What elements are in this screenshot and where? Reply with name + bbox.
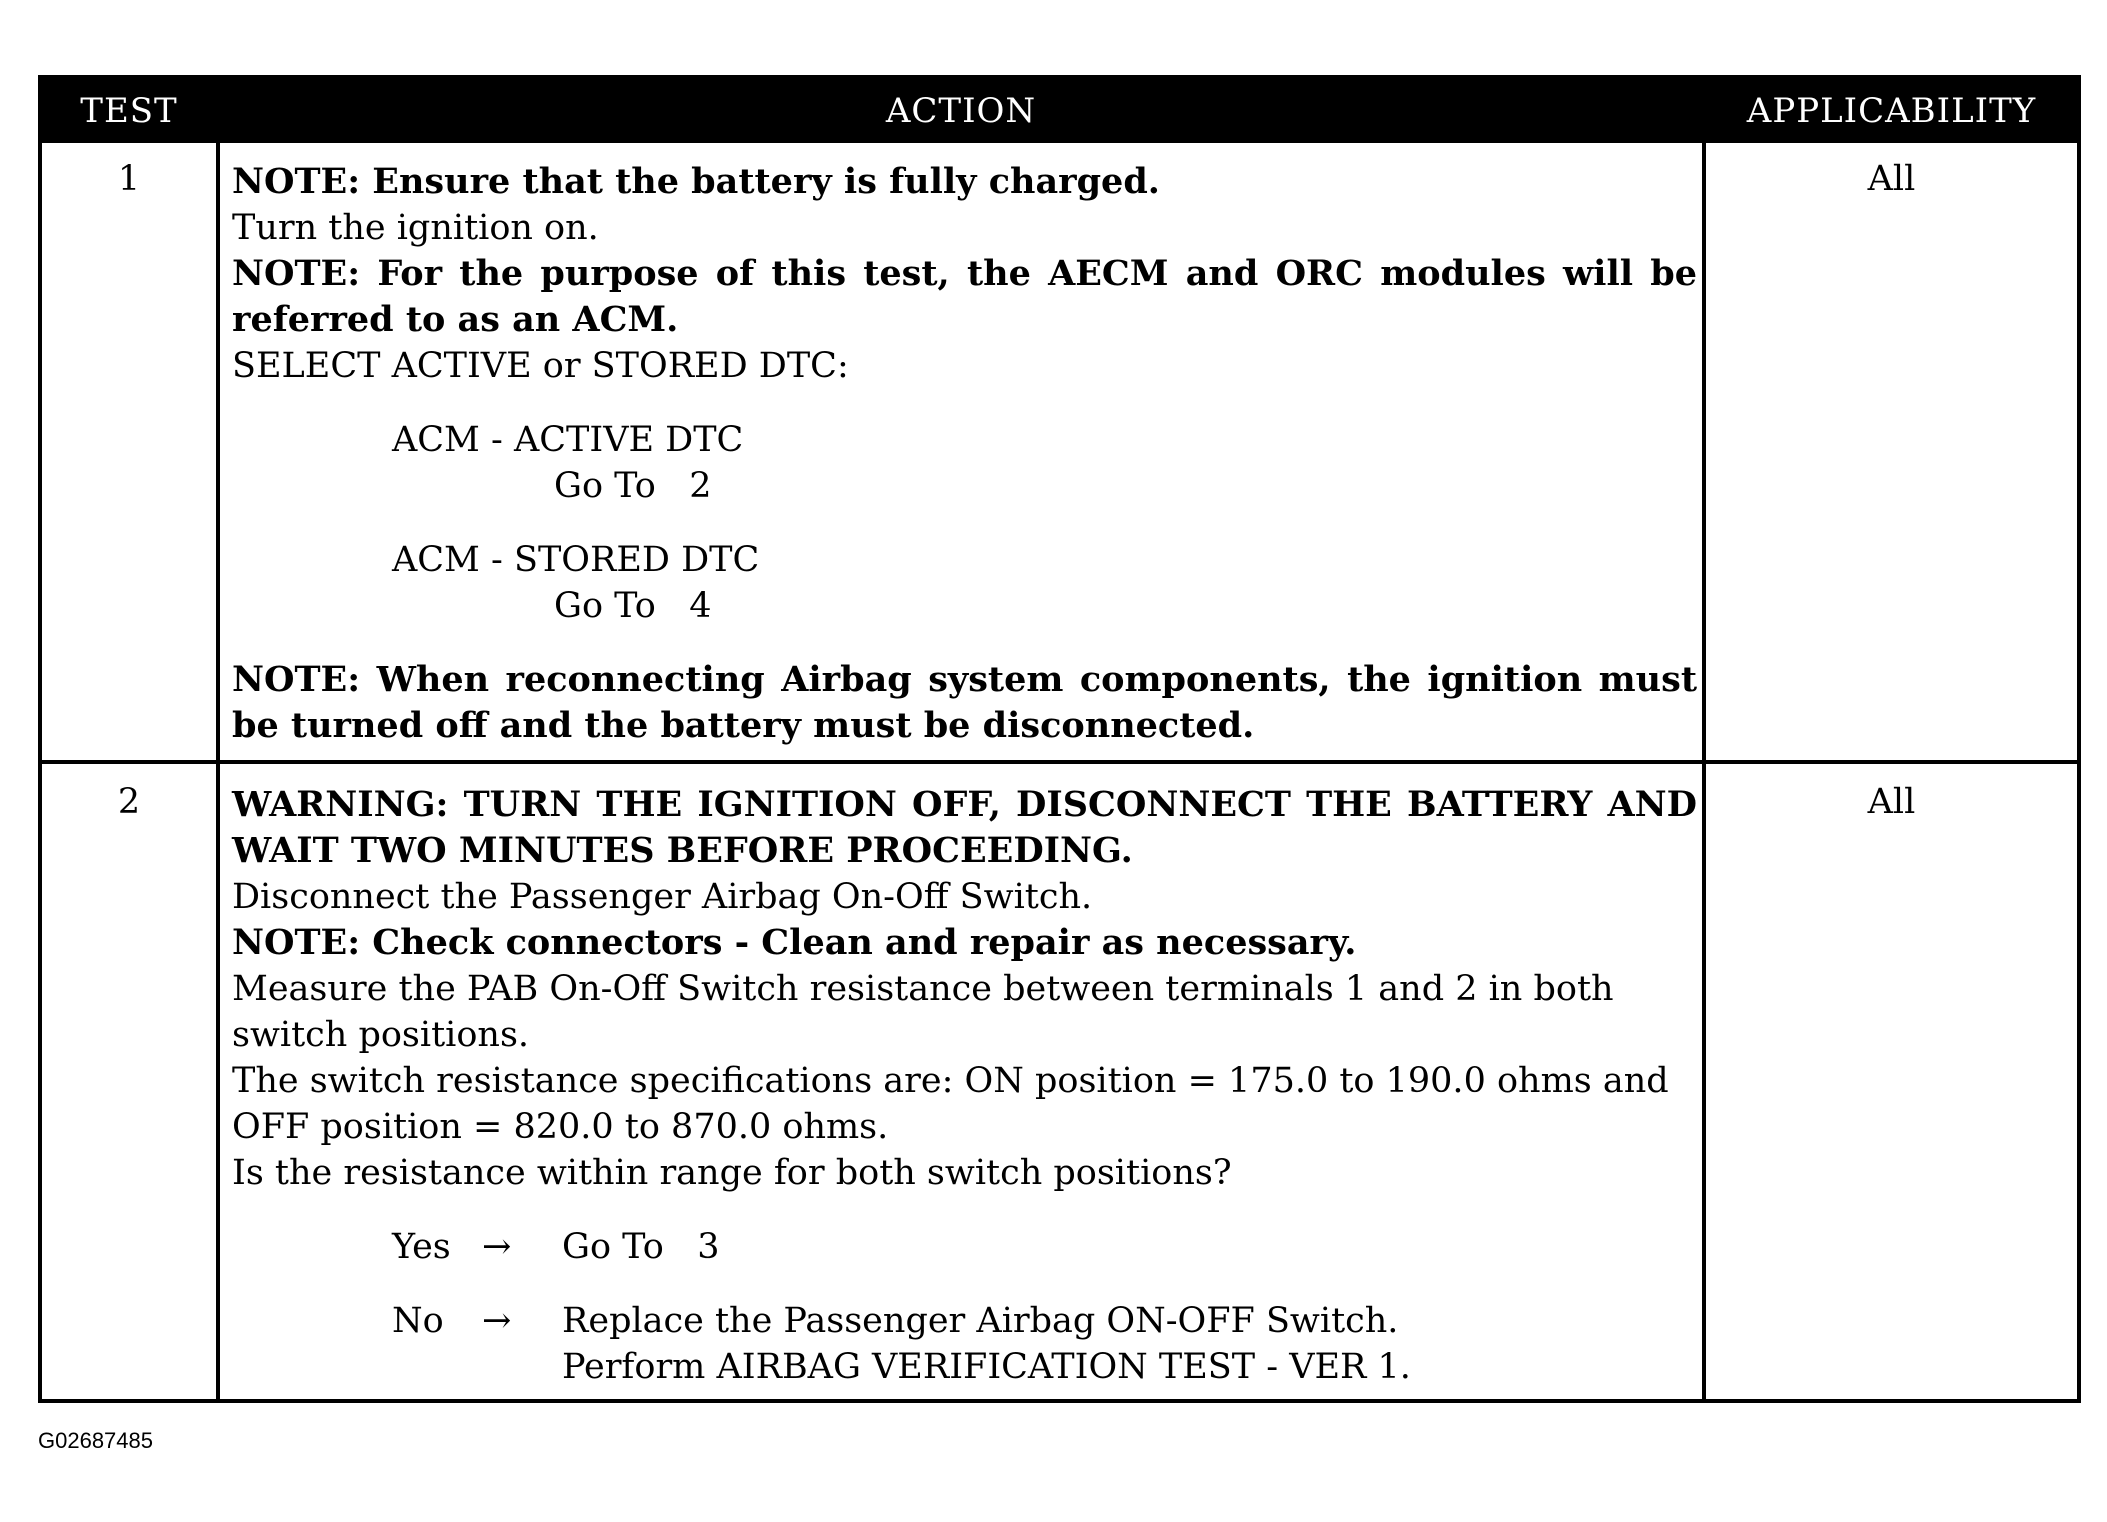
no-branch [232,1298,1697,1344]
option-label: ACM - STORED DTC [392,540,760,580]
note-text: NOTE: Ensure that the battery is fully charged. [232,161,1160,202]
test-number: 2 [117,782,141,822]
note-text: NOTE: Check connectors - Clean and repair as necessary. [232,922,1357,963]
header-applicability: APPLICABILITY [1746,91,2037,131]
instruction-text: Disconnect the Passenger Airbag On-Off Switch. [232,877,1093,917]
no-label: No [392,1301,444,1341]
instruction-text: Measure the PAB On-Off Switch resistance between terminals 1 and 2 in both switch positions. [232,969,1614,1055]
goto-text: Go To 4 [554,586,712,626]
action-cell [232,782,1697,1390]
question-text: Is the resistance within range for both switch positions? [232,1153,1232,1193]
specification-text: The switch resistance specifications are: ON position = 175.0 to 190.0 ohms and OFF position = 820.0 to 870.0 ohms. [232,1061,1669,1147]
applicability-value: All [1867,782,1916,822]
action-cell [232,159,1697,749]
yes-branch [232,1224,1697,1270]
option-label: ACM - ACTIVE DTC [392,420,744,460]
row-divider [42,760,2077,764]
instruction-text: Turn the ignition on. [232,208,599,248]
test-table [38,75,2081,1403]
column-divider [1702,143,1706,1403]
yes-label: Yes [392,1227,451,1267]
note-text: NOTE: For the purpose of this test, the AECM and ORC modules will be referred to as an ACM. [232,253,1697,340]
applicability-value: All [1867,159,1916,199]
test-number: 1 [117,159,141,199]
instruction-text: SELECT ACTIVE or STORED DTC: [232,346,849,386]
yes-result: Go To 3 [562,1227,720,1267]
note-text: NOTE: When reconnecting Airbag system components, the ignition must be turned off and the battery must be disconnected. [232,659,1697,746]
right-arrow-icon: → [482,1227,512,1267]
warning-text: WARNING: TURN THE IGNITION OFF, DISCONNECT THE BATTERY AND WAIT TWO MINUTES BEFORE PROCEEDING. [232,784,1697,871]
header-action: ACTION [885,91,1037,131]
header-test: TEST [80,91,178,131]
column-divider [216,143,220,1403]
table-header [42,79,2077,143]
no-result-continued: Perform AIRBAG VERIFICATION TEST - VER 1. [562,1347,1411,1387]
goto-text: Go To 2 [554,466,712,506]
no-result: Replace the Passenger Airbag ON-OFF Switch. [562,1301,1399,1341]
right-arrow-icon: → [482,1301,512,1341]
figure-id: G02687485 [38,1428,153,1453]
